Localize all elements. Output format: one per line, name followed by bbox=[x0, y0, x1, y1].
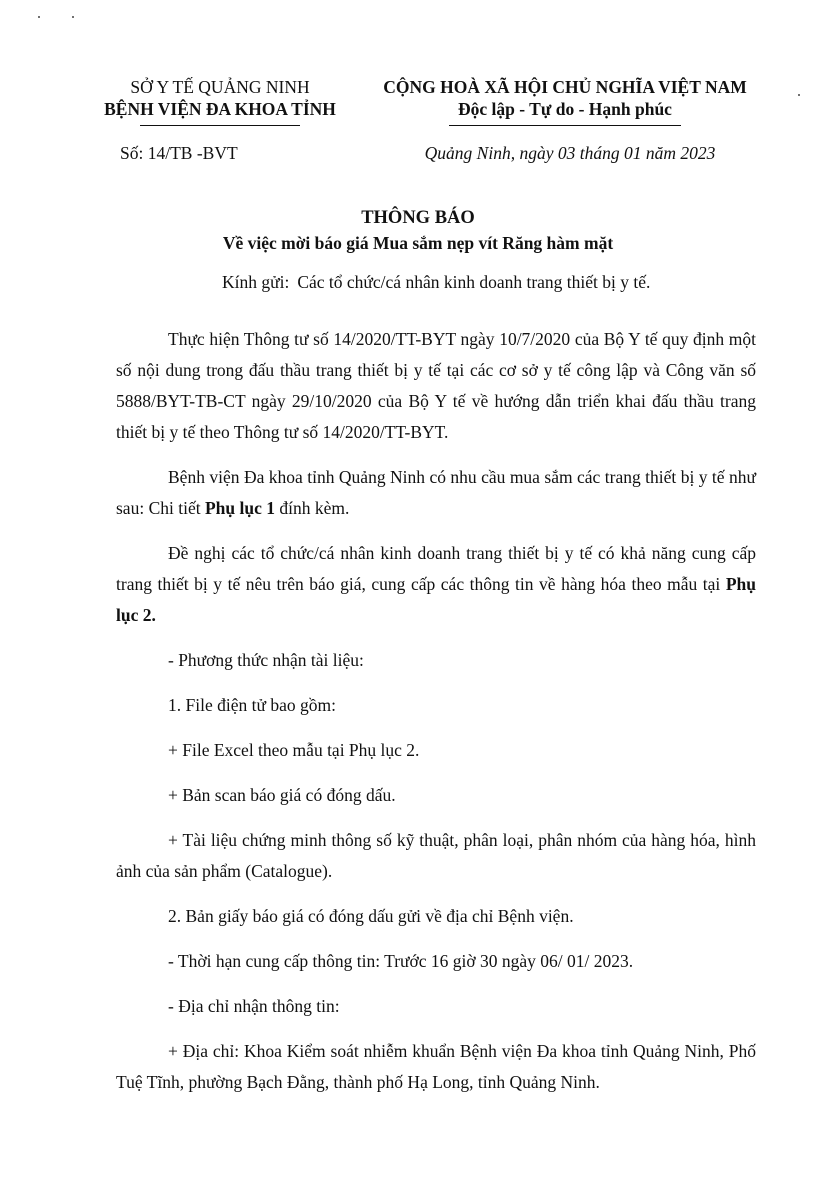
paragraph-text: Đề nghị các tổ chức/cá nhân kinh doanh trang thiết bị y tế có khả năng cung cấp trang thiết bị y tế nêu trên báo giá, cung cấp các thông tin về hàng hóa theo mẫu tại bbox=[116, 543, 756, 594]
appendix-2-reference: Phụ lục 2. bbox=[116, 574, 756, 625]
org-underline bbox=[140, 125, 300, 126]
paragraph-text: đính kèm. bbox=[274, 498, 350, 518]
nation-line-2: Độc lập - Tự do - Hạnh phúc bbox=[458, 99, 672, 119]
document-date: Quảng Ninh, ngày 03 tháng 01 năm 2023 bbox=[424, 143, 716, 163]
paragraph-request bbox=[116, 538, 756, 631]
scan-speck bbox=[798, 94, 800, 96]
document-body bbox=[116, 324, 756, 1112]
appendix-1-reference: Phụ lục 1 bbox=[204, 498, 275, 518]
recipient-text: Các tổ chức/cá nhân kinh doanh trang thiết bị y tế. bbox=[297, 272, 651, 292]
paragraph-procurement-need bbox=[116, 462, 756, 524]
recipient-label: Kính gửi: bbox=[222, 272, 290, 292]
recipient-line bbox=[222, 272, 650, 293]
list-item: + File Excel theo mẫu tại Phụ lục 2. bbox=[168, 740, 420, 760]
list-item: - Thời hạn cung cấp thông tin: Trước 16 giờ 30 ngày 06/ 01/ 2023. bbox=[168, 951, 634, 971]
motto-underline bbox=[449, 125, 681, 126]
document-subtitle: Về việc mời báo giá Mua sắm nẹp vít Răng hàm mặt bbox=[222, 233, 614, 253]
list-item: - Phương thức nhận tài liệu: bbox=[168, 650, 364, 670]
list-item: + Tài liệu chứng minh thông số kỹ thuật, phân loại, phân nhóm của hàng hóa, hình ảnh của sản phẩm (Catalogue). bbox=[116, 830, 756, 881]
document-title: THÔNG BÁO bbox=[361, 208, 475, 228]
paragraph-legal-basis: Thực hiện Thông tư số 14/2020/TT-BYT ngày 10/7/2020 của Bộ Y tế quy định một số nội dung trong đấu thầu trang thiết bị y tế tại các cơ sở y tế công lập và Công văn số 5888/BYT-TB-CT ngày 29/10/2020 của Bộ Y tế về hướng dẫn triển khai đấu thầu trang thiết bị y tế theo Thông tư số 14/2020/TT-BYT. bbox=[116, 329, 756, 442]
document-number: Số: 14/TB -BVT bbox=[120, 143, 238, 163]
scan-speck bbox=[72, 16, 74, 18]
nation-line-1: CỘNG HOÀ XÃ HỘI CHỦ NGHĨA VIỆT NAM bbox=[383, 77, 747, 97]
list-item: + Địa chỉ: Khoa Kiểm soát nhiễm khuẩn Bệnh viện Đa khoa tỉnh Quảng Ninh, Phố Tuệ Tĩnh, phường Bạch Đằng, thành phố Hạ Long, tỉnh Quảng Ninh. bbox=[116, 1041, 756, 1092]
scan-speck bbox=[38, 16, 40, 18]
list-item: 2. Bản giấy báo giá có đóng dấu gửi về địa chỉ Bệnh viện. bbox=[168, 906, 574, 926]
list-item: + Bản scan báo giá có đóng dấu. bbox=[168, 785, 396, 805]
list-item: - Địa chỉ nhận thông tin: bbox=[168, 996, 340, 1016]
list-item: 1. File điện tử bao gồm: bbox=[168, 695, 336, 715]
national-header bbox=[370, 76, 760, 126]
org-line-1: SỞ Y TẾ QUẢNG NINH bbox=[130, 77, 310, 97]
org-line-2: BỆNH VIỆN ĐA KHOA TỈNH bbox=[104, 99, 336, 119]
paragraph-text: Bệnh viện Đa khoa tỉnh Quảng Ninh có nhu cầu mua sắm các trang thiết bị y tế như sau: Chi tiết bbox=[116, 467, 756, 518]
organization-header bbox=[90, 76, 350, 126]
